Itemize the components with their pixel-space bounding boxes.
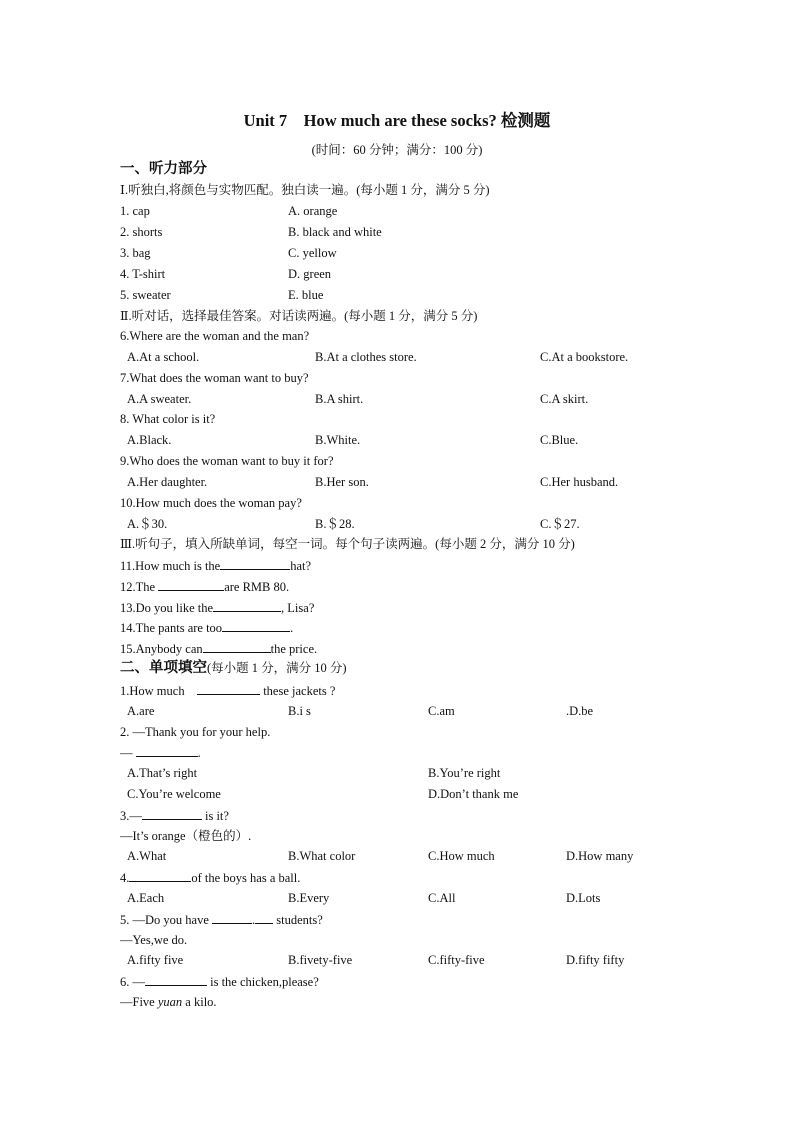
option-a: A.Each — [127, 891, 165, 905]
answer-blank[interactable] — [197, 682, 260, 695]
match-item: 4. T-shirt — [120, 267, 166, 281]
match-color: B. black and white — [288, 225, 382, 239]
question-post: of the boys has a ball. — [191, 871, 301, 885]
reply-dot: . — [197, 746, 201, 760]
answer-blank[interactable] — [255, 911, 273, 924]
match-color: D. green — [288, 267, 332, 281]
option-b: B.Every — [288, 891, 330, 905]
option-d: D.How many — [566, 849, 634, 863]
answer-blank[interactable] — [142, 807, 202, 820]
question-text: 9.Who does the woman want to buy it for? — [120, 454, 334, 468]
option-b: B.＄28. — [315, 517, 355, 531]
fill-sentence-12 — [120, 578, 289, 595]
part-ii-instruction: Ⅱ.听对话，选择最佳答案。对话读两遍。(每小题 1 分，满分 5 分) — [120, 309, 478, 323]
sentence-post: . — [290, 621, 294, 635]
option-d: D.fifty fifty — [566, 953, 625, 967]
sentence-post: hat? — [290, 559, 312, 573]
match-item: 5. sweater — [120, 288, 171, 302]
question-pre: 3.— — [120, 809, 142, 823]
option-a: A.＄30. — [127, 517, 168, 531]
option-d: D.Don’t thank me — [428, 787, 519, 801]
option-b: B.What color — [288, 849, 356, 863]
question-6-reply — [120, 994, 217, 1010]
question-2-reply — [120, 744, 201, 761]
option-c: C.Her husband. — [540, 475, 619, 489]
question-text: 7.What does the woman want to buy? — [120, 371, 309, 385]
page-title: Unit 7 How much are these socks? 检测题 — [243, 111, 551, 130]
fill-sentence-14 — [120, 619, 293, 636]
part-i-instruction: Ⅰ.听独白,将颜色与实物匹配。独白读一遍。(每小题 1 分，满分 5 分) — [120, 183, 490, 197]
section-heading-single-choice — [120, 660, 347, 676]
question-4 — [120, 869, 300, 886]
option-c: C.At a bookstore. — [540, 350, 629, 364]
sentence-post: are RMB 80. — [224, 580, 290, 594]
option-c: C.You’re welcome — [127, 787, 221, 801]
option-a: A.At a school. — [127, 350, 200, 364]
question-post: is the chicken,please? — [207, 975, 319, 989]
option-a: A.fifty five — [127, 953, 184, 967]
question-pre: 6. — — [120, 975, 145, 989]
question-6 — [120, 973, 319, 990]
answer-blank[interactable] — [212, 911, 252, 924]
option-a: A.Black. — [127, 433, 172, 447]
option-c: C.Blue. — [540, 433, 579, 447]
question-pre: 4. — [120, 871, 130, 885]
question-text: 8. What color is it? — [120, 412, 216, 426]
question-text: 6.Where are the woman and the man? — [120, 329, 310, 343]
option-d: .D.be — [566, 704, 594, 718]
sentence-pre: 13.Do you like the — [120, 601, 214, 615]
match-item: 1. cap — [120, 204, 150, 218]
question-2: 2. —Thank you for your help. — [120, 725, 271, 739]
answer-blank[interactable] — [222, 619, 290, 632]
sentence-pre: 15.Anybody can — [120, 642, 203, 656]
option-c: C.fifty-five — [428, 953, 485, 967]
reply-post: a kilo. — [182, 995, 217, 1009]
option-b: B.i s — [288, 704, 311, 718]
option-c: C.How much — [428, 849, 495, 863]
answer-blank[interactable] — [136, 744, 198, 757]
match-item: 3. bag — [120, 246, 151, 260]
page-subtitle: (时间：60 分钟；满分：100 分) — [311, 143, 483, 157]
answer-blank[interactable] — [158, 578, 224, 591]
reply-pre: —Five — [120, 995, 158, 1009]
question-pre: 1.How much — [120, 684, 198, 698]
option-b: B.A shirt. — [315, 392, 364, 406]
option-a: A.are — [127, 704, 155, 718]
question-5 — [120, 911, 323, 928]
section-heading-listening: 一、听力部分 — [120, 161, 207, 177]
answer-blank[interactable] — [129, 869, 191, 882]
sentence-post: the price. — [270, 642, 318, 656]
option-c: C.All — [428, 891, 456, 905]
answer-blank[interactable] — [203, 640, 271, 653]
option-b: B.fivety-five — [288, 953, 353, 967]
option-a: A.That’s right — [127, 766, 198, 780]
sentence-post: , Lisa? — [281, 601, 315, 615]
option-b: B.At a clothes store. — [315, 350, 417, 364]
option-b: B.Her son. — [315, 475, 369, 489]
question-pre: 5. —Do you have — [120, 913, 212, 927]
answer-blank[interactable] — [220, 557, 290, 570]
part-iii-instruction: Ⅲ.听句子，填入所缺单词，每空一词。每个句子读两遍。(每小题 2 分，满分 10 分) — [120, 537, 575, 551]
question-mid: . — [252, 913, 256, 927]
question-3 — [120, 807, 229, 824]
question-post: students? — [273, 913, 323, 927]
sentence-pre: 12.The — [120, 580, 159, 594]
answer-blank[interactable] — [145, 973, 207, 986]
question-3-reply: —It’s orange（橙色的）. — [120, 829, 252, 843]
fill-sentence-15 — [120, 640, 317, 657]
match-item: 2. shorts — [120, 225, 163, 239]
question-post: is it? — [201, 809, 229, 823]
sentence-pre: 11.How much is the — [120, 559, 221, 573]
answer-blank[interactable] — [213, 599, 281, 612]
reply-italic: yuan — [157, 995, 183, 1009]
question-post: these jackets ? — [260, 684, 336, 698]
option-c: C.A skirt. — [540, 392, 589, 406]
option-a: A.What — [127, 849, 167, 863]
section-title: 二、单项填空 — [120, 660, 207, 676]
fill-sentence-13 — [120, 599, 314, 616]
question-5-reply: —Yes,we do. — [120, 933, 188, 947]
option-d: D.Lots — [566, 891, 601, 905]
match-color: A. orange — [288, 204, 338, 218]
reply-dash: — — [120, 746, 136, 760]
option-c: C.＄27. — [540, 517, 580, 531]
sentence-pre: 14.The pants are too — [120, 621, 223, 635]
match-color: C. yellow — [288, 246, 337, 260]
fill-sentence-11 — [120, 557, 311, 574]
section-note: (每小题 1 分，满分 10 分) — [207, 661, 347, 675]
option-a: A.Her daughter. — [127, 475, 208, 489]
option-c: C.am — [428, 704, 455, 718]
option-b: B.White. — [315, 433, 361, 447]
match-color: E. blue — [288, 288, 324, 302]
question-1 — [120, 682, 335, 699]
option-a: A.A sweater. — [127, 392, 192, 406]
option-b: B.You’re right — [428, 766, 501, 780]
question-text: 10.How much does the woman pay? — [120, 496, 302, 510]
